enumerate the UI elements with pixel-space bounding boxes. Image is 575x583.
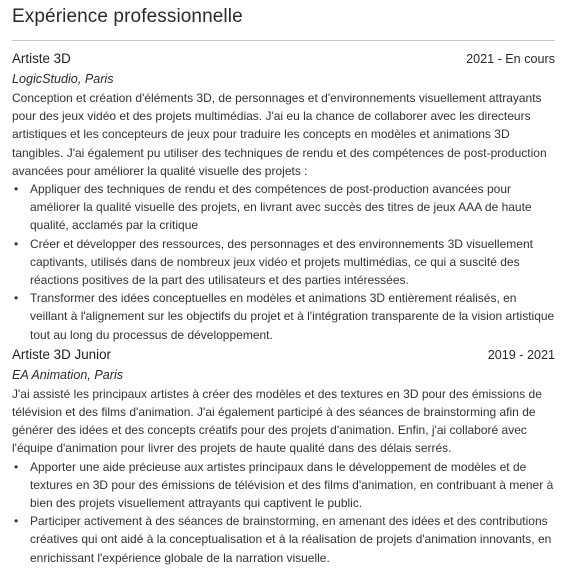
company-location: EA Animation, Paris: [12, 367, 124, 382]
achievement-list: [12, 180, 555, 344]
company-location: LogicStudio, Paris: [12, 72, 114, 86]
achievement-item: • Transformer des idées conceptuelles en modèles et animations 3D entièrement réalisés, en veillant à l'alignement sur les objectifs du projet et à l'intégration transparente de la vision artistique tout au long du processus de développement.: [12, 289, 555, 344]
job-title: Artiste 3D Junior: [12, 346, 111, 362]
experience-entry: [12, 51, 555, 344]
achievement-item: • Apporter une aide précieuse aux artistes principaux dans le développement de modèles et de textures en 3D pour des émissions de télévision et des films d'animation, en contribuant à mener à bien des projets visuellement attrayants qui captivent le public.: [12, 458, 555, 513]
section-title: Expérience professionnelle: [12, 6, 243, 27]
experience-header: [12, 51, 555, 70]
achievement-item: • Appliquer des techniques de rendu et des compétences de post-production avancées pour améliorer la qualité visuelle des projets, en livrant avec succès des titres de jeux AAA de haute qualité, acclamés par la critique: [12, 180, 555, 235]
job-title: Artiste 3D: [12, 51, 71, 66]
experience-entry: [12, 347, 555, 567]
job-description: Conception et création d'éléments 3D, de personnages et d'environnements visuellement attrayants pour des jeux vidéo et des projets multimédias. J'ai eu la chance de collaborer avec les directeurs artistiques et les concepteurs de jeux pour traduire les concepts en modèles et animations 3D tangibles. J'ai également pu utiliser des techniques de rendu et des compétences de post-production avancées pour améliorer la qualité visuelle des projets :: [12, 91, 547, 178]
job-dates: 2021 - En cours: [466, 52, 555, 66]
achievement-item: • Participer activement à des séances de brainstorming, en amenant des idées et des contributions créatives qui ont aidé à la conceptualisation et à la réalisation de projets d'animation innovants, en enrichissant l'expérience globale de la narration visuelle.: [12, 512, 555, 567]
job-dates: 2019 - 2021: [487, 347, 555, 362]
achievement-list: [12, 458, 555, 567]
experience-header: [12, 347, 555, 366]
section-divider: [12, 40, 555, 41]
achievement-item: • Créer et développer des ressources, des personnages et des environnements 3D visuellement captivants, utilisés dans de nombreux jeux vidéo et projets multimédias, ce qui a suscité des réactions positives de la part des utilisateurs et des parties intéressées.: [12, 235, 555, 290]
job-description: J'ai assisté les principaux artistes à créer des modèles et des textures en 3D pour des émissions de télévision et des films d'animation. J'ai également participé à des séances de brainstorming afin de générer des idées et des concepts créatifs pour des projets d'animation. Enfin, j'ai collaboré avec l'équipe d'animation pour livrer des projets de haute qualité dans des délais serrés.: [12, 386, 542, 456]
